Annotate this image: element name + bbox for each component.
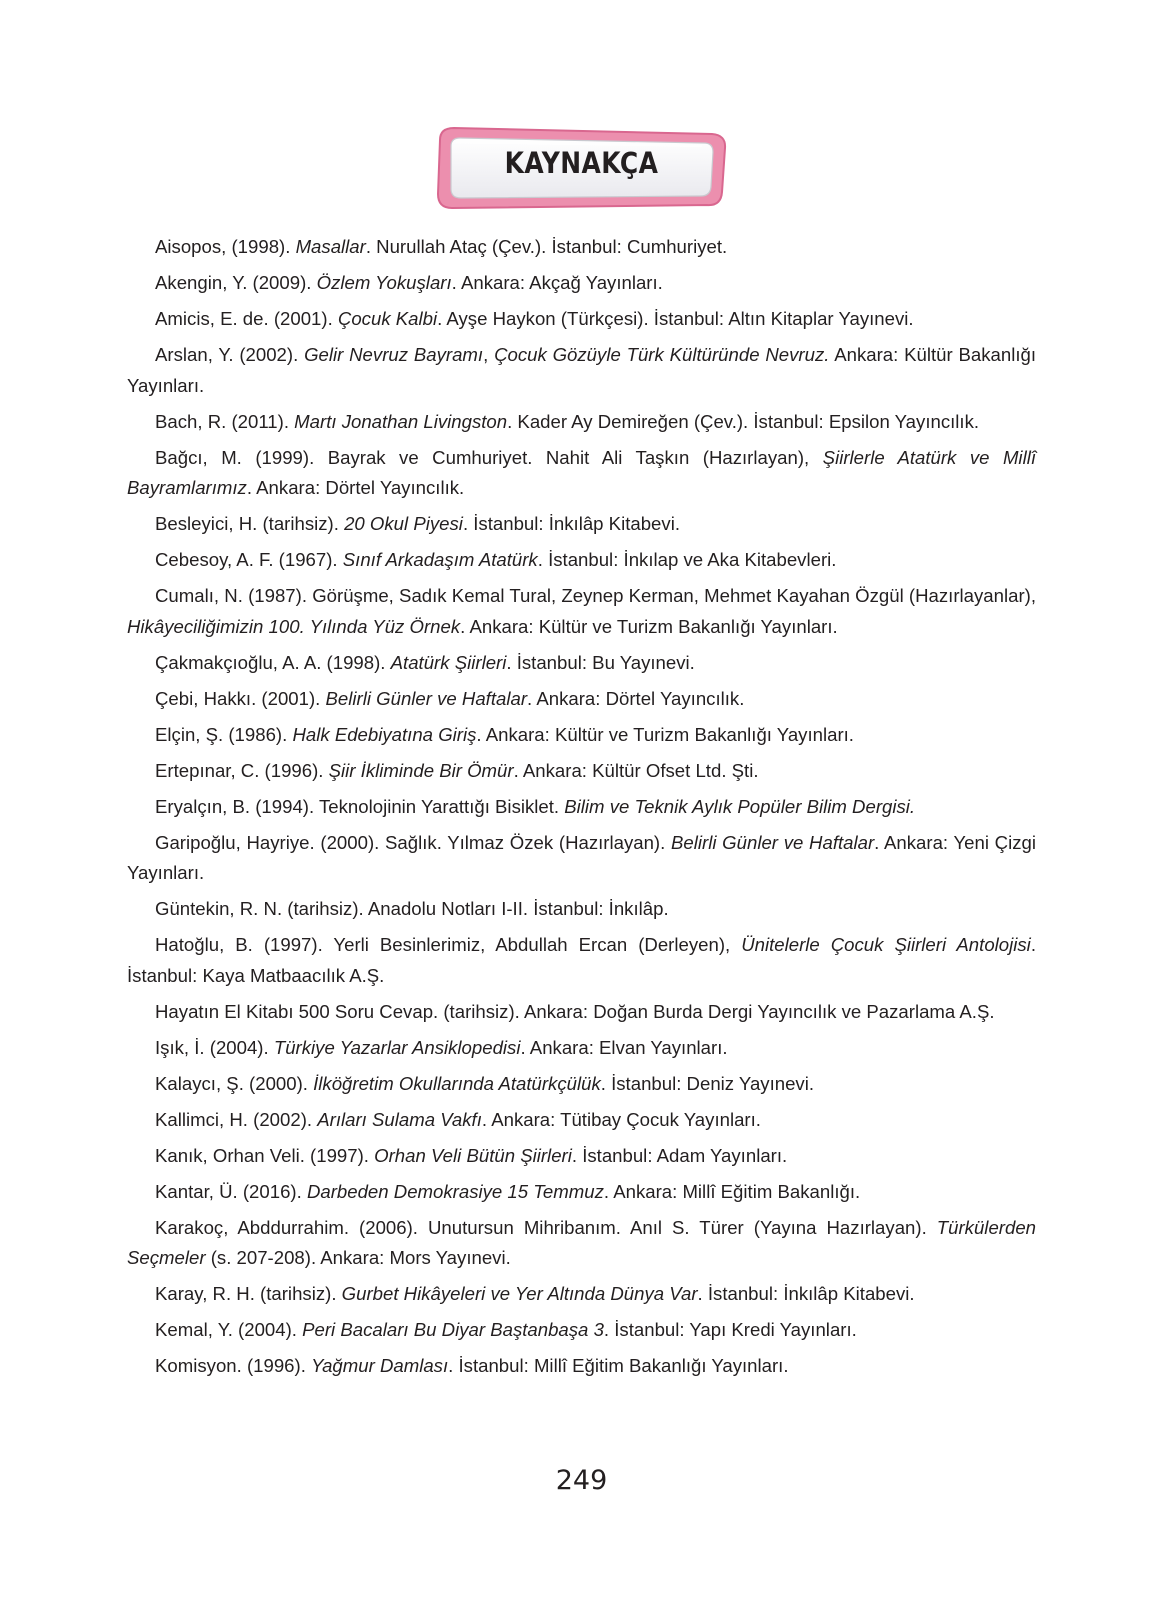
reference-entry xyxy=(127,828,1036,889)
reference-text: Hatoğlu, B. (1997). Yerli Besinlerimiz, Abdullah Ercan (Derleyen), xyxy=(155,934,742,955)
reference-text: Ertepınar, C. (1996). xyxy=(155,759,329,781)
reference-entry xyxy=(127,1177,1036,1208)
reference-text: Bağcı, M. (1999). Bayrak ve Cumhuriyet. Nahit Ali Taşkın (Hazırlayan), xyxy=(155,446,823,468)
reference-title: Bilim ve Teknik Aylık Popüler Bilim Dergisi. xyxy=(564,795,916,817)
reference-text: . İstanbul: Millî Eğitim Bakanlığı Yayınları. xyxy=(448,1355,789,1376)
reference-text: . Kader Ay Demireğen (Çev.). İstanbul: Epsilon Yayıncılık. xyxy=(507,410,980,432)
reference-text: (s. 207-208). Ankara: Mors Yayınevi. xyxy=(205,1247,511,1268)
reference-entry xyxy=(127,443,1036,504)
reference-title: Türkiye Yazarlar Ansiklopedisi xyxy=(273,1036,521,1058)
reference-entry xyxy=(127,997,1036,1028)
title-banner xyxy=(434,126,729,210)
reference-title: Martı Jonathan Livingston xyxy=(294,410,508,432)
reference-text: . Ankara: Elvan Yayınları. xyxy=(520,1036,728,1058)
reference-entry xyxy=(127,648,1036,679)
reference-text: . Ankara: Dörtel Yayıncılık. xyxy=(246,477,465,498)
reference-text: . İstanbul: İnkılâp Kitabevi. xyxy=(697,1283,915,1304)
reference-title: Özlem Yokuşları xyxy=(316,272,452,293)
reference-title: Masallar xyxy=(295,236,366,257)
reference-title: Halk Edebiyatına Giriş xyxy=(292,723,477,745)
reference-title: Çocuk Kalbi xyxy=(337,308,438,329)
reference-list xyxy=(127,232,1036,1387)
reference-title: Şiirlerle Atatürk ve Millî Bayramlarımız xyxy=(127,446,1036,498)
reference-title: Belirli Günler ve Haftalar xyxy=(671,831,875,853)
reference-title: Gurbet Hikâyeleri ve Yer Altında Dünya Var xyxy=(341,1283,698,1304)
reference-text: Kalaycı, Ş. (2000). xyxy=(155,1072,314,1094)
reference-text: Güntekin, R. N. (tarihsiz). Anadolu Notları I-II. İstanbul: İnkılâp. xyxy=(155,898,669,919)
reference-title: İlköğretim Okullarında Atatürkçülük xyxy=(313,1072,601,1094)
reference-text: Çebi, Hakkı. (2001). xyxy=(155,687,326,709)
reference-entry xyxy=(127,930,1036,991)
reference-title: Yağmur Damlası xyxy=(311,1355,449,1376)
reference-text: . Ankara: Kültür ve Turizm Bakanlığı Yayınları. xyxy=(460,615,838,637)
reference-entry xyxy=(127,581,1036,642)
reference-entry xyxy=(127,720,1036,751)
reference-text: Kanık, Orhan Veli. (1997). xyxy=(155,1144,375,1166)
reference-entry xyxy=(127,1105,1036,1136)
reference-entry xyxy=(127,268,1036,299)
reference-title: Sınıf Arkadaşım Atatürk xyxy=(342,549,538,570)
reference-text: Cumalı, N. (1987). Görüşme, Sadık Kemal Tural, Zeynep Kerman, Mehmet Kayahan Özgül (Hazırlayanlar), xyxy=(155,585,1036,606)
reference-entry xyxy=(127,304,1036,335)
reference-text: Kantar, Ü. (2016). xyxy=(155,1180,307,1202)
reference-entry xyxy=(127,1279,1036,1310)
reference-title: Darbeden Demokrasiye 15 Temmuz xyxy=(306,1180,604,1202)
reference-text: Akengin, Y. (2009). xyxy=(155,272,317,293)
reference-title: Arıları Sulama Vakfı xyxy=(317,1108,482,1130)
reference-entry xyxy=(127,1315,1036,1346)
reference-text: . Ankara: Tütibay Çocuk Yayınları. xyxy=(481,1108,761,1130)
reference-text: . Ankara: Dörtel Yayıncılık. xyxy=(527,687,745,709)
reference-text: Aisopos, (1998). xyxy=(155,236,296,257)
reference-entry xyxy=(127,232,1036,263)
reference-text: Hayatın El Kitabı 500 Soru Cevap. (tarihsiz). Ankara: Doğan Burda Dergi Yayıncılık ve Pazarlama A.Ş. xyxy=(155,1000,995,1022)
reference-entry xyxy=(127,684,1036,715)
reference-entry xyxy=(127,509,1036,540)
page-number: 249 xyxy=(555,1465,608,1496)
reference-title: Hikâyeciliğimizin 100. Yılında Yüz Örnek xyxy=(127,615,461,637)
reference-text: Kallimci, H. (2002). xyxy=(155,1108,318,1130)
reference-text: Besleyici, H. (tarihsiz). xyxy=(155,513,345,534)
reference-title: Ünitelerle Çocuk Şiirleri Antolojisi xyxy=(741,934,1031,955)
reference-text: Ankara: Kültür Bakanlığı Yayınları. xyxy=(127,344,1037,396)
reference-text: . İstanbul: Yapı Kredi Yayınları. xyxy=(603,1319,857,1340)
reference-text: . Nurullah Ataç (Çev.). İstanbul: Cumhuriyet. xyxy=(365,236,728,257)
reference-entry xyxy=(127,407,1036,438)
reference-title: 20 Okul Piyesi xyxy=(344,513,463,534)
reference-text: . Ankara: Kültür ve Turizm Bakanlığı Yayınları. xyxy=(476,723,854,745)
reference-title: Atatürk Şiirleri xyxy=(390,651,507,673)
reference-entry xyxy=(127,545,1036,576)
reference-text: Cebesoy, A. F. (1967). xyxy=(155,549,343,570)
reference-title: Şiir İkliminde Bir Ömür xyxy=(328,759,514,781)
reference-title: Çocuk Gözüyle Türk Kültüründe Nevruz. xyxy=(494,344,830,365)
reference-entry xyxy=(127,792,1036,823)
reference-text: Arslan, Y. (2002). xyxy=(155,344,305,365)
reference-text: . Ankara: Kültür Ofset Ltd. Şti. xyxy=(513,759,759,781)
reference-text: . İstanbul: Adam Yayınları. xyxy=(571,1144,788,1166)
reference-text: . İstanbul: Bu Yayınevi. xyxy=(506,651,695,673)
reference-title: Gelir Nevruz Bayramı xyxy=(304,344,484,365)
reference-text: Elçin, Ş. (1986). xyxy=(155,723,293,745)
reference-text: Komisyon. (1996). xyxy=(155,1355,312,1376)
reference-text: Karakoç, Abddurrahim. (2006). Unutursun Mihribanım. Anıl S. Türer (Yayına Hazırlayan). xyxy=(155,1216,937,1238)
reference-title: Türkülerden Seçmeler xyxy=(127,1216,1036,1268)
reference-text: Karay, R. H. (tarihsiz). xyxy=(155,1283,342,1304)
reference-entry xyxy=(127,340,1036,401)
reference-text: . Ayşe Haykon (Türkçesi). İstanbul: Altın Kitaplar Yayınevi. xyxy=(437,308,914,329)
reference-entry xyxy=(127,1069,1036,1100)
reference-text: . İstanbul: Kaya Matbaacılık A.Ş. xyxy=(127,934,1036,986)
reference-text: Eryalçın, B. (1994). Teknolojinin Yarattığı Bisiklet. xyxy=(155,795,565,817)
reference-text: . İstanbul: Deniz Yayınevi. xyxy=(600,1072,815,1094)
reference-entry xyxy=(127,756,1036,787)
reference-title: Belirli Günler ve Haftalar xyxy=(325,687,528,709)
reference-text: Amicis, E. de. (2001). xyxy=(155,308,338,329)
reference-text: Garipoğlu, Hayriye. (2000). Sağlık. Yılmaz Özek (Hazırlayan). xyxy=(155,831,672,853)
reference-text: Bach, R. (2011). xyxy=(155,410,295,432)
reference-title: Orhan Veli Bütün Şiirleri xyxy=(374,1144,572,1166)
reference-text: Kemal, Y. (2004). xyxy=(155,1319,303,1340)
page-title: KAYNAKÇA xyxy=(504,146,659,180)
reference-text: . İstanbul: İnkılap ve Aka Kitabevleri. xyxy=(537,549,837,570)
reference-entry xyxy=(127,894,1036,925)
reference-text: . Ankara: Akçağ Yayınları. xyxy=(451,272,663,293)
reference-text: , xyxy=(483,344,495,365)
reference-entry xyxy=(127,1351,1036,1382)
reference-title: Peri Bacaları Bu Diyar Baştanbaşa 3 xyxy=(302,1319,604,1340)
reference-text: Işık, İ. (2004). xyxy=(155,1036,274,1058)
reference-entry xyxy=(127,1141,1036,1172)
reference-text: . Ankara: Millî Eğitim Bakanlığı. xyxy=(603,1180,861,1202)
reference-entry xyxy=(127,1213,1036,1274)
reference-text: . İstanbul: İnkılâp Kitabevi. xyxy=(462,513,680,534)
reference-text: Çakmakçıoğlu, A. A. (1998). xyxy=(155,651,391,673)
reference-text: . Ankara: Yeni Çizgi Yayınları. xyxy=(127,831,1036,883)
reference-entry xyxy=(127,1033,1036,1064)
